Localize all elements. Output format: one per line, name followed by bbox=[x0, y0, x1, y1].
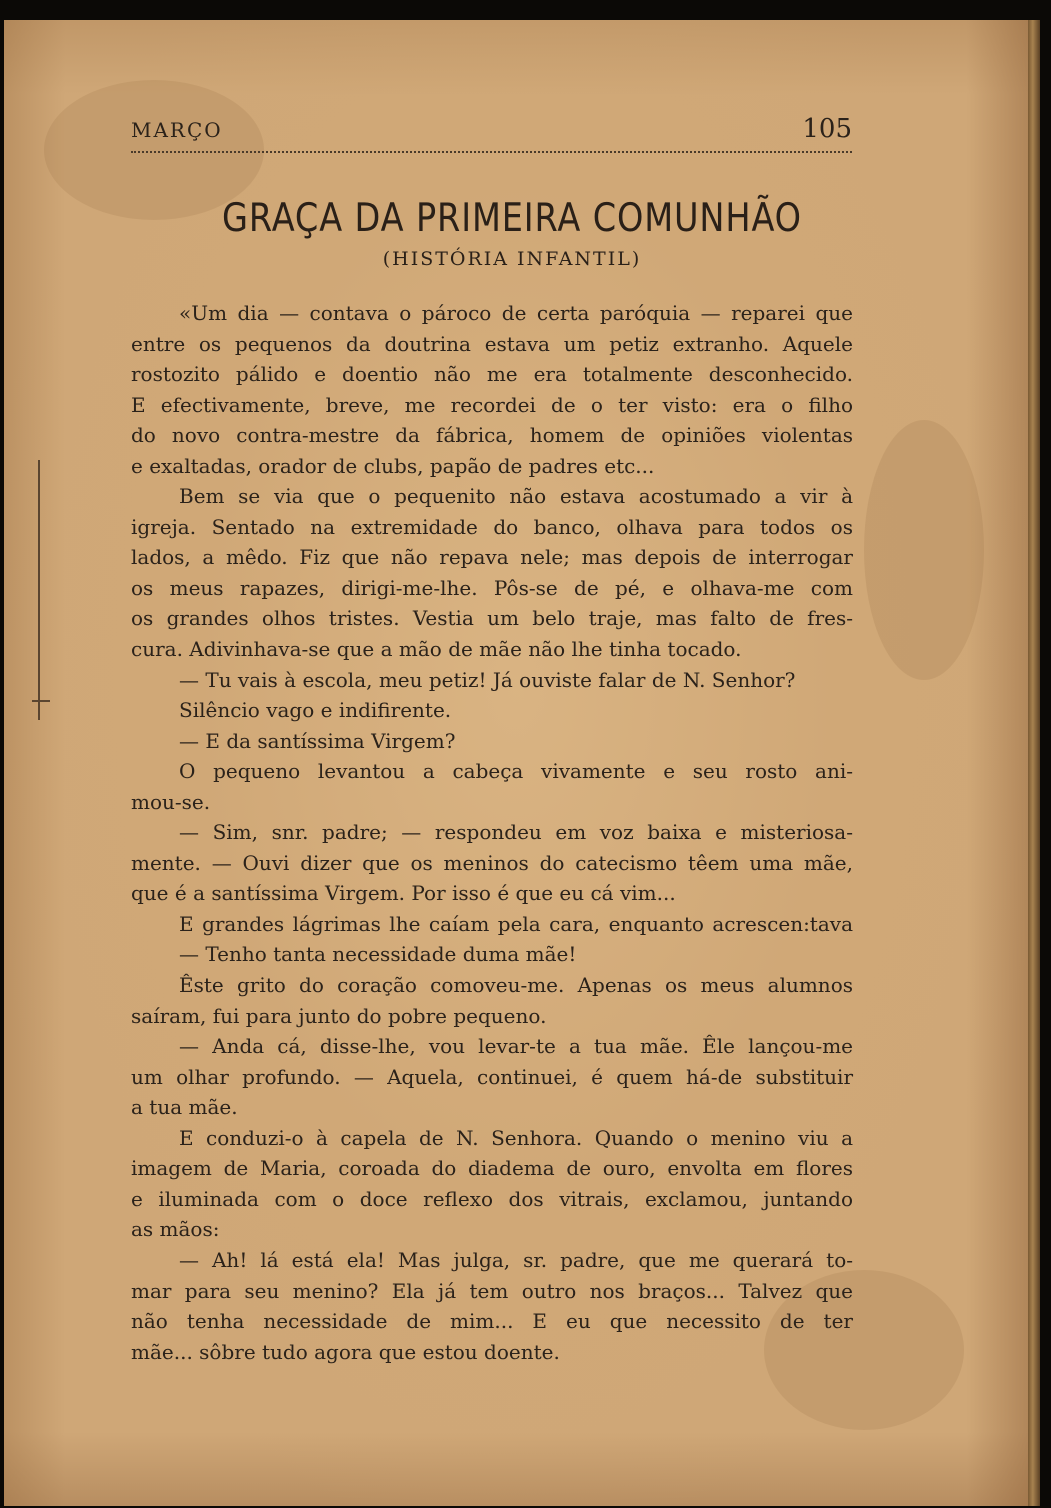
text-line: E conduzi-o à capela de N. Senhora. Quando o menino viu a bbox=[179, 1125, 853, 1150]
text-line: «Um dia — contava o pároco de certa paróquia — reparei que bbox=[179, 301, 853, 325]
text-line: — Sim, snr. padre; — respondeu em voz baixa e misteriosa- bbox=[179, 820, 853, 845]
text-line: do novo contra-mestre da fábrica, homem de opiniões violentas bbox=[131, 423, 853, 448]
margin-mark bbox=[38, 460, 40, 720]
text-line: Silêncio vago e indifirente. bbox=[179, 698, 452, 723]
text-line: — Ah! lá está ela! Mas julga, sr. padre, que me querará to- bbox=[179, 1247, 853, 1272]
text-line: cura. Adivinhava-se que a mão de mãe não lhe tinha tocado. bbox=[131, 637, 742, 662]
text-line: saíram, fui para junto do pobre pequeno. bbox=[131, 1003, 547, 1028]
text-line: mar para seu menino? Ela já tem outro nos braços... Talvez que bbox=[131, 1278, 853, 1303]
text-line: — Tu vais à escola, meu petiz! Já ouviste falar de N. Senhor? bbox=[179, 667, 796, 692]
text-line: E efectivamente, breve, me recordei de o ter visto: era o filho bbox=[131, 392, 853, 417]
text-line: entre os pequenos da doutrina estava um petiz extranho. Aquele bbox=[131, 331, 853, 356]
text-line: não tenha necessidade de mim... E eu que necessito de ter bbox=[131, 1309, 853, 1334]
text-line: imagem de Maria, coroada do diadema de ouro, envolta em flores bbox=[131, 1156, 853, 1181]
text-line: E grandes lágrimas lhe caíam pela cara, enquanto acrescen:tava bbox=[179, 911, 853, 936]
text-line: igreja. Sentado na extremidade do banco, olhava para todos os bbox=[131, 514, 853, 539]
article-body bbox=[131, 298, 853, 1367]
text-line: e iluminada com o doce reflexo dos vitrais, exclamou, juntando bbox=[131, 1186, 853, 1211]
text-line: que é a santíssima Virgem. Por isso é que eu cá vim... bbox=[131, 881, 676, 906]
text-line: lados, a mêdo. Fiz que não repava nele; mas depois de interrogar bbox=[131, 545, 853, 570]
running-header bbox=[131, 114, 852, 154]
article-title: GRAÇA DA PRIMEIRA COMUNHÃO bbox=[222, 196, 802, 241]
header-rule bbox=[131, 151, 852, 153]
text-line: rostozito pálido e doentio não me era totalmente desconhecido. bbox=[131, 362, 853, 387]
text-line: — E da santíssima Virgem? bbox=[179, 728, 456, 753]
text-line: O pequeno levantou a cabeça vivamente e seu rosto ani- bbox=[179, 759, 853, 784]
margin-mark bbox=[32, 700, 50, 702]
article-subtitle: (HISTÓRIA INFANTIL) bbox=[382, 248, 642, 270]
text-line: — Tenho tanta necessidade duma mãe! bbox=[179, 942, 577, 967]
text-line: Bem se via que o pequenito não estava acostumado a vir à bbox=[179, 484, 853, 509]
text-line: a tua mãe. bbox=[131, 1095, 238, 1120]
text-line: Êste grito do coração comoveu-me. Apenas os meus alumnos bbox=[179, 973, 853, 998]
section-label: MARÇO bbox=[131, 118, 223, 142]
text-line: as mãos: bbox=[131, 1217, 220, 1242]
text-line: e exaltadas, orador de clubs, papão de padres etc... bbox=[131, 453, 655, 478]
text-line: um olhar profundo. — Aquela, continuei, é quem há-de substituir bbox=[131, 1064, 853, 1089]
text-line: mãe... sôbre tudo agora que estou doente. bbox=[131, 1339, 560, 1364]
text-line: — Anda cá, disse-lhe, vou levar-te a tua mãe. Êle lançou-me bbox=[179, 1034, 853, 1059]
text-line: mente. — Ouvi dizer que os meninos do catecismo têem uma mãe, bbox=[131, 850, 853, 875]
paper-stain bbox=[864, 420, 984, 680]
text-line: os grandes olhos tristes. Vestia um belo traje, mas falto de fres- bbox=[131, 606, 853, 631]
page-edge bbox=[1028, 20, 1040, 1506]
text-line: mou-se. bbox=[131, 789, 211, 814]
text-line: os meus rapazes, dirigi-me-lhe. Pôs-se de pé, e olhava-me com bbox=[131, 575, 853, 600]
page-number: 105 bbox=[802, 114, 852, 144]
